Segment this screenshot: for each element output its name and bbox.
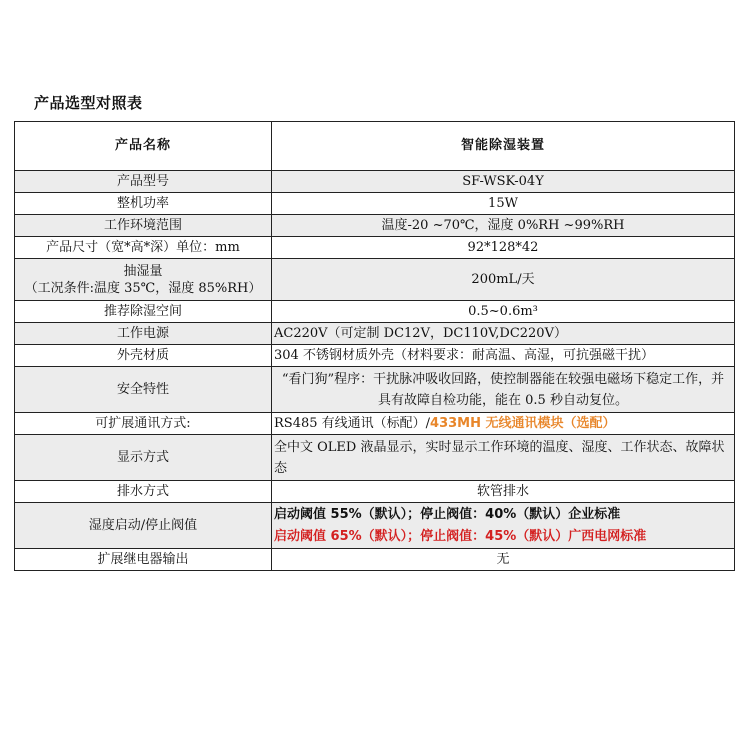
row-label-humidity-threshold: 湿度启动/停止阀值	[15, 503, 272, 549]
page-title: 产品选型对照表	[34, 94, 143, 112]
table-row	[15, 435, 735, 481]
row-value-drain: 软管排水	[272, 481, 735, 503]
row-value-humidity-threshold	[272, 503, 735, 549]
row-value-env-range: 温度-20 ~70℃，湿度 0%RH ~99%RH	[272, 215, 735, 237]
header-product-name: 产品名称	[15, 122, 272, 171]
comm-wired-text: RS485 有线通讯（标配）/	[274, 415, 431, 431]
row-value-comm	[272, 413, 735, 435]
table-row	[15, 237, 735, 259]
row-value-display: 全中文 OLED 液晶显示，实时显示工作环境的温度、湿度、工作状态、故障状态	[272, 435, 735, 481]
threshold-enterprise-standard: 启动阈值 55%（默认）；停止阀值：40%（默认）企业标准	[274, 506, 621, 522]
row-value-relay: 无	[272, 549, 735, 571]
table-row	[15, 345, 735, 367]
row-label-power: 整机功率	[15, 193, 272, 215]
table-row	[15, 323, 735, 345]
row-value-power-supply: AC220V（可定制 DC12V，DC110V,DC220V）	[272, 323, 735, 345]
table-row	[15, 549, 735, 571]
row-label-power-supply: 工作电源	[15, 323, 272, 345]
row-value-safety: “看门狗”程序：干扰脉冲吸收回路，使控制器能在较强电磁场下稳定工作，并具有故障自检功能，能在 0.5 秒自动复位。	[272, 367, 735, 413]
table-row	[15, 503, 735, 549]
row-value-material: 304 不锈钢材质外壳（材料要求：耐高温、高湿，可抗强磁干扰）	[272, 345, 735, 367]
row-label-comm: 可扩展通讯方式:	[15, 413, 272, 435]
table-row	[15, 171, 735, 193]
table-row	[15, 481, 735, 503]
table-row	[15, 301, 735, 323]
threshold-grid-standard: 启动阈值 65%（默认）；停止阀值：45%（默认）广西电网标准	[274, 528, 647, 544]
row-value-dehumid: 200mL/天	[272, 259, 735, 301]
row-label-material: 外壳材质	[15, 345, 272, 367]
row-label-dehumid	[15, 259, 272, 301]
header-product-title: 智能除湿装置	[272, 122, 735, 171]
table-header-row	[15, 122, 735, 171]
table-row	[15, 413, 735, 435]
row-label-size: 产品尺寸（宽*高*深）单位：mm	[15, 237, 272, 259]
table-row	[15, 215, 735, 237]
row-value-model: SF-WSK-04Y	[272, 171, 735, 193]
spec-table	[14, 121, 735, 571]
row-label-drain: 排水方式	[15, 481, 272, 503]
row-label-safety: 安全特性	[15, 367, 272, 413]
row-value-power: 15W	[272, 193, 735, 215]
row-label-dehumid-line1: 抽湿量	[123, 263, 163, 279]
table-row	[15, 259, 735, 301]
row-label-env-range: 工作环境范围	[15, 215, 272, 237]
row-label-dehumid-line2: （工况条件:温度 35℃，湿度 85%RH）	[24, 280, 262, 296]
row-label-space: 推荐除湿空间	[15, 301, 272, 323]
table-row	[15, 193, 735, 215]
row-label-model: 产品型号	[15, 171, 272, 193]
row-value-size: 92*128*42	[272, 237, 735, 259]
row-value-space: 0.5~0.6m³	[272, 301, 735, 323]
row-label-display: 显示方式	[15, 435, 272, 481]
table-row	[15, 367, 735, 413]
comm-wireless-highlight: 433MH 无线通讯模块（选配）	[430, 415, 616, 431]
row-label-relay: 扩展继电器输出	[15, 549, 272, 571]
